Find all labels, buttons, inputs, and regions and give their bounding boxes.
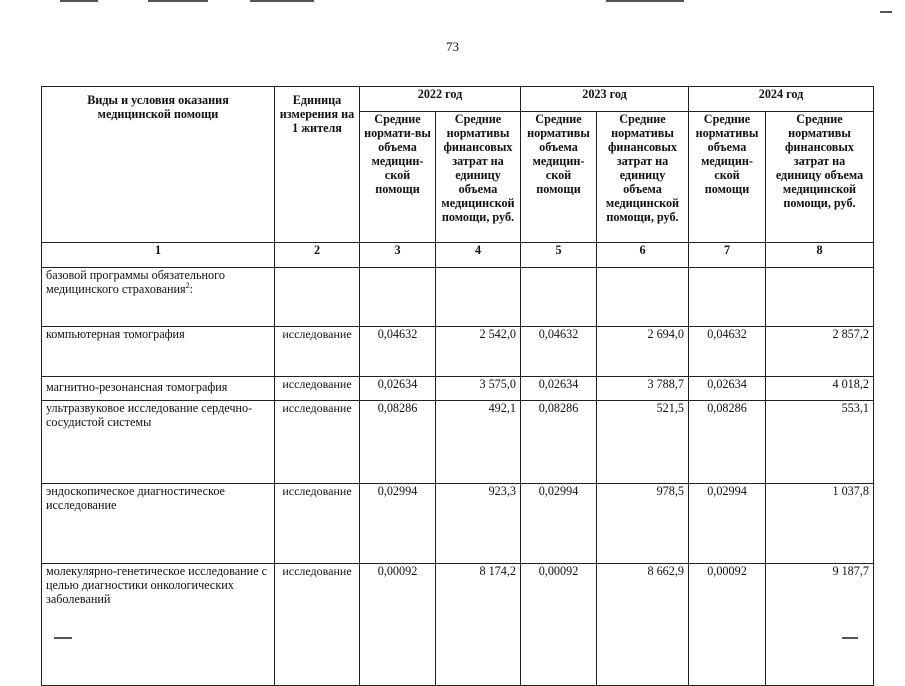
header-cost-2023: Средние нормативы финансовых затрат на единицу объема медицинской помощи, руб. [597, 112, 689, 243]
cell-volume-2022 [360, 268, 436, 327]
header-type-of-care: Виды и условия оказания медицинской помощи [42, 87, 275, 243]
cell-volume-2022: 0,04632 [360, 327, 436, 377]
cell-cost-2023: 8 662,9 [597, 564, 689, 686]
table-row-mri [42, 377, 874, 401]
scan-edge-mark [606, 0, 684, 2]
row-name: компьютерная томография [42, 327, 275, 377]
cell-volume-2022: 0,02634 [360, 377, 436, 401]
medical-norms-table [41, 86, 874, 686]
row-unit [275, 268, 360, 327]
cell-volume-2024: 0,04632 [689, 327, 766, 377]
cell-volume-2024: 0,02994 [689, 484, 766, 564]
cell-cost-2023: 978,5 [597, 484, 689, 564]
header-volume-2022: Средние нормати-вы объема медицин-ской помощи [360, 112, 436, 243]
cell-cost-2022: 2 542,0 [436, 327, 521, 377]
cell-volume-2024: 0,00092 [689, 564, 766, 686]
header-year-2024: 2024 год [689, 87, 874, 112]
row-name: магнитно-резонансная томография [42, 377, 275, 401]
cell-volume-2022: 0,02994 [360, 484, 436, 564]
row-name-text: базовой программы обязательного медицинского страхования [46, 268, 225, 296]
cell-volume-2023: 0,04632 [521, 327, 597, 377]
header-volume-2024: Средние нормативы объема медицин-ской помощи [689, 112, 766, 243]
header-row-years [42, 87, 874, 112]
cell-volume-2024: 0,02634 [689, 377, 766, 401]
header-cost-2022: Средние нормативы финансовых затрат на единицу объема медицинской помощи, руб. [436, 112, 521, 243]
row-name [42, 268, 275, 327]
cell-volume-2023: 0,00092 [521, 564, 597, 686]
column-number: 6 [597, 243, 689, 268]
footnote-marker: 2 [185, 280, 190, 290]
header-unit: Единица измерения на 1 жителя [275, 87, 360, 243]
row-name-suffix: : [189, 282, 194, 296]
cell-cost-2024: 1 037,8 [766, 484, 874, 564]
cell-cost-2023 [597, 268, 689, 327]
cell-cost-2024: 553,1 [766, 401, 874, 484]
cell-cost-2024: 2 857,2 [766, 327, 874, 377]
cell-volume-2024 [689, 268, 766, 327]
scan-edge-mark [60, 0, 98, 2]
column-number: 3 [360, 243, 436, 268]
header-row-column-numbers [42, 243, 874, 268]
cell-volume-2023: 0,02634 [521, 377, 597, 401]
scan-edge-mark [880, 11, 892, 13]
column-number: 1 [42, 243, 275, 268]
header-year-2022: 2022 год [360, 87, 521, 112]
scan-edge-mark [250, 0, 314, 2]
cell-cost-2023: 521,5 [597, 401, 689, 484]
column-number: 8 [766, 243, 874, 268]
row-unit: исследование [275, 327, 360, 377]
row-unit: исследование [275, 377, 360, 401]
row-unit: исследование [275, 401, 360, 484]
cell-volume-2022: 0,08286 [360, 401, 436, 484]
column-number: 4 [436, 243, 521, 268]
header-volume-2023: Средние нормативы объема медицин-ской помощи [521, 112, 597, 243]
cell-cost-2022: 492,1 [436, 401, 521, 484]
cell-cost-2022: 8 174,2 [436, 564, 521, 686]
table-row-ultrasound [42, 401, 874, 484]
table-row-basic-program [42, 268, 874, 327]
cell-cost-2022: 923,3 [436, 484, 521, 564]
cell-volume-2024: 0,08286 [689, 401, 766, 484]
cell-cost-2024 [766, 268, 874, 327]
cell-cost-2023: 2 694,0 [597, 327, 689, 377]
column-number: 5 [521, 243, 597, 268]
table-row-ct [42, 327, 874, 377]
row-unit: исследование [275, 484, 360, 564]
row-name: эндоскопическое диагностическое исследование [42, 484, 275, 564]
cell-cost-2022 [436, 268, 521, 327]
column-number: 7 [689, 243, 766, 268]
column-number: 2 [275, 243, 360, 268]
row-name: ультразвуковое исследование сердечно-сосудистой системы [42, 401, 275, 484]
cell-volume-2023 [521, 268, 597, 327]
row-unit: исследование [275, 564, 360, 686]
row-name: молекулярно-генетическое исследование с целью диагностики онкологических заболеваний [42, 564, 275, 686]
cell-cost-2022: 3 575,0 [436, 377, 521, 401]
table-row-molecular-genetic [42, 564, 874, 686]
header-year-2023: 2023 год [521, 87, 689, 112]
cell-cost-2023: 3 788,7 [597, 377, 689, 401]
page-number: 73 [446, 39, 459, 54]
cell-volume-2023: 0,02994 [521, 484, 597, 564]
cell-volume-2023: 0,08286 [521, 401, 597, 484]
header-cost-2024: Средние нормативы финансовых затрат на единицу объема медицинской помощи, руб. [766, 112, 874, 243]
scan-edge-mark [148, 0, 208, 2]
table-row-endoscopy [42, 484, 874, 564]
cell-cost-2024: 4 018,2 [766, 377, 874, 401]
cell-cost-2024: 9 187,7 [766, 564, 874, 686]
cell-volume-2022: 0,00092 [360, 564, 436, 686]
